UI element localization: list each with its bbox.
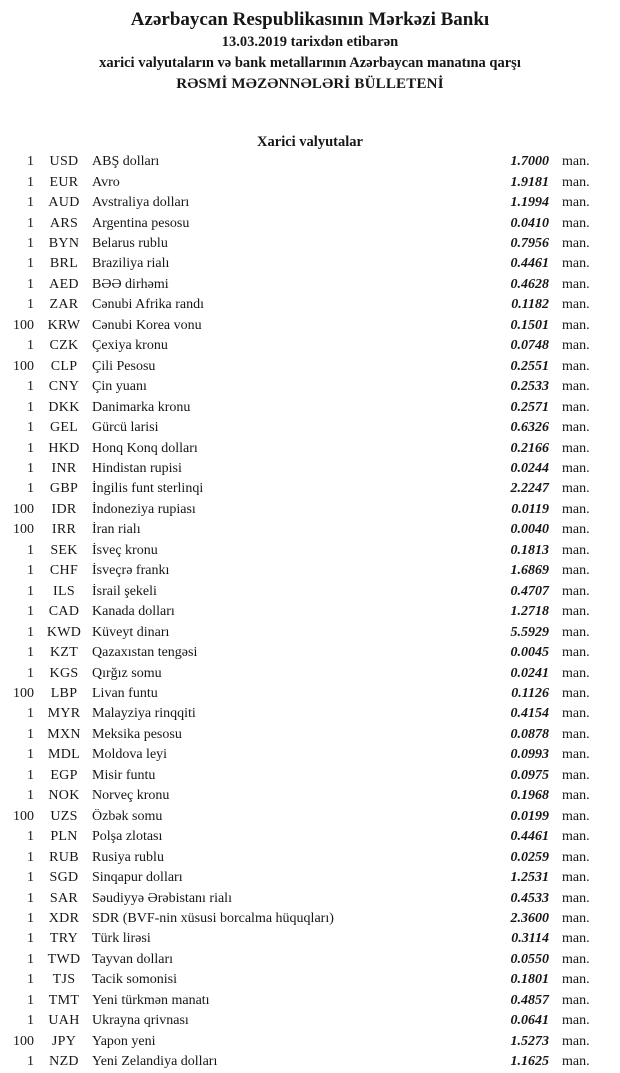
table-row [0, 786, 620, 806]
currency-name: Argentina pesosu [92, 215, 190, 231]
unit-label: man. [562, 1013, 590, 1029]
table-row [0, 541, 620, 561]
table-row [0, 254, 620, 274]
unit-label: man. [562, 501, 590, 517]
unit-label: man. [562, 276, 590, 292]
currency-code: NOK [48, 788, 80, 804]
unit-label: man. [562, 297, 590, 313]
unit-label: man. [562, 870, 590, 886]
table-row [0, 500, 620, 520]
currency-name: Özbək somu [92, 808, 163, 824]
rate-value: 2.3600 [510, 910, 549, 926]
currency-name: Malayziya rinqqiti [92, 706, 196, 722]
table-row [0, 234, 620, 254]
currency-name: Cənubi Afrika randı [92, 297, 204, 313]
quantity-cell: 1 [27, 174, 34, 190]
quantity-cell: 100 [13, 501, 34, 517]
currency-code: NZD [49, 1054, 79, 1070]
unit-label: man. [562, 829, 590, 845]
currency-name: Küveyt dinarı [92, 624, 170, 640]
table-row [0, 643, 620, 663]
currency-code: AUD [48, 195, 80, 211]
quantity-cell: 1 [27, 788, 34, 804]
currency-name: Honq Konq dolları [92, 440, 198, 456]
bulletin-title: RƏSMİ MƏZƏNNƏLƏRİ BÜLLETENİ [176, 76, 444, 92]
currency-name: Gürcü larisi [92, 420, 159, 436]
table-row [0, 950, 620, 970]
currency-name: İsrail şekeli [92, 583, 157, 599]
quantity-cell: 1 [27, 890, 34, 906]
currency-code: CHF [49, 563, 79, 579]
currency-name: İsveçrə frankı [92, 563, 170, 579]
quantity-cell: 1 [27, 215, 34, 231]
unit-label: man. [562, 583, 590, 599]
currency-name: Cənubi Korea vonu [92, 317, 202, 333]
currency-name: Türk lirəsi [92, 931, 151, 947]
table-row [0, 766, 620, 786]
table-row [0, 909, 620, 929]
unit-label: man. [562, 788, 590, 804]
quantity-cell: 1 [27, 767, 34, 783]
currency-code: BYN [48, 236, 80, 252]
rates-table [0, 152, 620, 1072]
quantity-cell: 1 [27, 931, 34, 947]
currency-name: Səudiyyə Ərəbistanı rialı [92, 890, 232, 906]
currency-name: Braziliya rialı [92, 256, 170, 272]
unit-label: man. [562, 890, 590, 906]
unit-label: man. [562, 604, 590, 620]
unit-label: man. [562, 726, 590, 742]
currency-name: Avro [92, 174, 120, 190]
currency-code: INR [51, 461, 77, 477]
unit-label: man. [562, 1033, 590, 1049]
currency-name: Moldova leyi [92, 747, 168, 763]
currency-name: Yapon yeni [92, 1033, 156, 1049]
unit-label: man. [562, 972, 590, 988]
quantity-cell: 1 [27, 338, 34, 354]
currency-name: Tayvan dolları [92, 951, 174, 967]
rate-value: 0.0244 [510, 461, 549, 477]
quantity-cell: 1 [27, 399, 34, 415]
currency-code: IRR [51, 522, 77, 538]
table-row [0, 397, 620, 417]
currency-code: JPY [51, 1033, 77, 1049]
currency-code: GBP [49, 481, 79, 497]
quantity-cell: 100 [13, 686, 34, 701]
subtitle: xarici valyutaların və bank metallarının Azərbaycan manatına qarşı [99, 55, 521, 71]
currency-code: SGD [49, 870, 79, 886]
currency-code: ARS [49, 215, 79, 231]
table-row [0, 377, 620, 397]
unit-label: man. [562, 849, 590, 865]
currency-code: MYR [47, 706, 81, 722]
rate-value: 2.2247 [510, 481, 549, 497]
quantity-cell: 1 [27, 583, 34, 599]
quantity-cell: 1 [27, 297, 34, 313]
table-row [0, 704, 620, 724]
quantity-cell: 100 [13, 1033, 34, 1049]
table-row [0, 172, 620, 192]
rate-value: 0.0040 [510, 522, 549, 538]
currency-code: UZS [50, 808, 78, 824]
rate-value: 0.4707 [510, 583, 549, 599]
unit-label: man. [562, 624, 590, 640]
currency-code: PLN [50, 829, 78, 845]
currency-code: GEL [49, 420, 79, 436]
quantity-cell: 1 [27, 1054, 34, 1070]
rate-value: 1.7000 [510, 154, 549, 170]
currency-code: EUR [49, 174, 79, 190]
quantity-cell: 1 [27, 951, 34, 967]
quantity-cell: 1 [27, 706, 34, 722]
currency-code: CNY [48, 379, 80, 395]
quantity-cell: 1 [27, 665, 34, 681]
rate-value: 0.1501 [510, 317, 549, 333]
rate-value: 0.0241 [510, 665, 549, 681]
rate-value: 0.0878 [510, 726, 549, 742]
quantity-cell: 1 [27, 256, 34, 272]
quantity-cell: 100 [13, 808, 34, 824]
currency-name: Sinqapur dolları [92, 870, 183, 886]
quantity-cell: 1 [27, 747, 34, 763]
currency-code: RUB [49, 849, 79, 865]
currency-name: SDR (BVF-nin xüsusi borcalma hüquqları) [92, 910, 334, 926]
rate-value: 1.2718 [510, 604, 549, 620]
unit-label: man. [562, 440, 590, 456]
currency-name: Rusiya rublu [92, 849, 164, 865]
unit-label: man. [562, 317, 590, 333]
table-row [0, 295, 620, 315]
unit-label: man. [562, 951, 590, 967]
table-row [0, 152, 620, 172]
rate-value: 0.2551 [510, 358, 549, 374]
quantity-cell: 100 [13, 317, 34, 333]
quantity-cell: 1 [27, 870, 34, 886]
unit-label: man. [562, 931, 590, 947]
rate-value: 0.4461 [510, 256, 549, 272]
quantity-cell: 1 [27, 195, 34, 211]
quantity-cell: 1 [27, 461, 34, 477]
currency-name: Livan funtu [92, 686, 158, 701]
quantity-cell: 1 [27, 563, 34, 579]
currency-name: Avstraliya dolları [92, 195, 190, 211]
currency-name: Meksika pesosu [92, 726, 182, 742]
currency-name: BƏƏ dirhəmi [92, 276, 169, 292]
quantity-cell: 1 [27, 154, 34, 170]
unit-label: man. [562, 563, 590, 579]
table-row [0, 725, 620, 745]
bank-name: Azərbaycan Respublikasının Mərkəzi Bankı [130, 9, 490, 30]
rate-value: 1.9181 [510, 174, 549, 190]
table-row [0, 991, 620, 1011]
currency-name: Çexiya kronu [92, 338, 168, 354]
table-row [0, 213, 620, 233]
rate-value: 0.7956 [510, 236, 549, 252]
rate-value: 0.3114 [511, 931, 549, 947]
currency-name: Çili Pesosu [92, 358, 156, 374]
currency-code: SAR [49, 890, 79, 906]
table-row [0, 193, 620, 213]
rate-value: 0.0641 [510, 1013, 549, 1029]
rate-value: 1.6869 [510, 563, 549, 579]
unit-label: man. [562, 461, 590, 477]
table-row [0, 316, 620, 336]
currency-code: AED [49, 276, 79, 292]
unit-label: man. [562, 522, 590, 538]
currency-name: Ukrayna qrivnası [92, 1013, 189, 1029]
rate-value: 0.4628 [510, 276, 549, 292]
rate-value: 0.0748 [510, 338, 549, 354]
currency-code: CLP [50, 358, 78, 374]
quantity-cell: 1 [27, 420, 34, 436]
table-row [0, 336, 620, 356]
rate-value: 0.1182 [511, 297, 549, 313]
document-header [0, 0, 620, 95]
currency-code: EGP [50, 767, 78, 783]
table-row [0, 479, 620, 499]
currency-name: Tacik somonisi [92, 972, 177, 988]
currency-name: Belarus rublu [92, 236, 168, 252]
currency-code: SEK [50, 542, 78, 558]
currency-name: Hindistan rupisi [92, 461, 182, 477]
quantity-cell: 1 [27, 624, 34, 640]
currency-code: XDR [48, 910, 80, 926]
rate-value: 0.4533 [510, 890, 549, 906]
currency-code: KGS [49, 665, 79, 681]
table-row [0, 602, 620, 622]
unit-label: man. [562, 481, 590, 497]
rate-value: 0.4154 [510, 706, 549, 722]
rate-value: 0.0550 [510, 951, 549, 967]
currency-name: İngilis funt sterlinqi [92, 481, 204, 497]
unit-label: man. [562, 686, 590, 701]
rate-value: 0.2571 [510, 399, 549, 415]
currency-code: IDR [51, 501, 77, 517]
currency-code: HKD [48, 440, 80, 456]
rate-value: 0.6326 [510, 420, 549, 436]
currency-name: Misir funtu [92, 767, 156, 783]
currency-code: KRW [47, 317, 81, 333]
currency-code: TJS [52, 972, 76, 988]
rate-value: 0.0119 [511, 501, 549, 517]
currency-name: Danimarka kronu [92, 399, 191, 415]
unit-label: man. [562, 665, 590, 681]
quantity-cell: 1 [27, 276, 34, 292]
rate-value: 0.1801 [510, 972, 549, 988]
rate-value: 0.0045 [510, 645, 549, 661]
unit-label: man. [562, 154, 590, 170]
rate-value: 0.1813 [510, 542, 549, 558]
unit-label: man. [562, 256, 590, 272]
unit-label: man. [562, 910, 590, 926]
rate-value: 5.5929 [510, 624, 549, 640]
currency-code: TRY [49, 931, 79, 947]
currency-code: UAH [48, 1013, 80, 1029]
unit-label: man. [562, 1054, 590, 1070]
table-row [0, 459, 620, 479]
unit-label: man. [562, 706, 590, 722]
unit-label: man. [562, 195, 590, 211]
table-row [0, 745, 620, 765]
table-row [0, 622, 620, 642]
rate-value: 1.5273 [510, 1033, 549, 1049]
rate-value: 0.0410 [510, 215, 549, 231]
unit-label: man. [562, 542, 590, 558]
table-row [0, 663, 620, 683]
table-row [0, 868, 620, 888]
quantity-cell: 1 [27, 849, 34, 865]
rate-value: 1.1994 [510, 195, 549, 211]
unit-label: man. [562, 767, 590, 783]
unit-label: man. [562, 808, 590, 824]
currency-name: Norveç kronu [92, 788, 170, 804]
currency-code: ZAR [49, 297, 79, 313]
unit-label: man. [562, 215, 590, 231]
currency-code: CAD [48, 604, 80, 620]
currency-name: Çin yuanı [92, 379, 147, 395]
rate-value: 0.2166 [510, 440, 549, 456]
currency-code: ILS [53, 583, 75, 599]
quantity-cell: 1 [27, 604, 34, 620]
currency-code: LBP [50, 686, 78, 701]
unit-label: man. [562, 420, 590, 436]
table-row [0, 582, 620, 602]
unit-label: man. [562, 338, 590, 354]
currency-name: Yeni türkmən manatı [92, 992, 210, 1008]
table-row [0, 520, 620, 540]
quantity-cell: 1 [27, 440, 34, 456]
rate-value: 1.1625 [510, 1054, 549, 1070]
rate-value: 0.0259 [510, 849, 549, 865]
currency-code: MDL [47, 747, 80, 763]
table-row [0, 438, 620, 458]
rate-value: 0.4857 [510, 992, 549, 1008]
quantity-cell: 1 [27, 992, 34, 1008]
currency-code: KWD [46, 624, 82, 640]
rate-value: 0.0199 [510, 808, 549, 824]
currency-code: TMT [48, 992, 80, 1008]
rate-value: 0.0975 [510, 767, 549, 783]
rate-value: 0.4461 [510, 829, 549, 845]
unit-label: man. [562, 358, 590, 374]
section-title: Xarici valyutalar [257, 134, 363, 150]
currency-name: Qazaxıstan tengəsi [92, 645, 198, 661]
unit-label: man. [562, 747, 590, 763]
currency-code: BRL [49, 256, 79, 272]
unit-label: man. [562, 645, 590, 661]
currency-name: Polşa zlotası [92, 829, 163, 845]
quantity-cell: 100 [13, 358, 34, 374]
table-row [0, 929, 620, 949]
rate-value: 0.1126 [511, 686, 549, 701]
unit-label: man. [562, 992, 590, 1008]
currency-code: KZT [49, 645, 79, 661]
unit-label: man. [562, 379, 590, 395]
currency-code: MXN [47, 726, 81, 742]
unit-label: man. [562, 399, 590, 415]
table-row [0, 357, 620, 377]
currency-code: TWD [47, 951, 81, 967]
table-row [0, 888, 620, 908]
quantity-cell: 1 [27, 726, 34, 742]
unit-label: man. [562, 236, 590, 252]
table-row [0, 1052, 620, 1072]
currency-name: Qırğız somu [92, 665, 162, 681]
quantity-cell: 1 [27, 972, 34, 988]
date-line: 13.03.2019 tarixdən etibarən [221, 34, 399, 50]
table-row [0, 970, 620, 990]
currency-name: İran rialı [92, 522, 141, 538]
quantity-cell: 1 [27, 236, 34, 252]
table-row [0, 418, 620, 438]
currency-name: İsveç kronu [92, 542, 158, 558]
table-row [0, 1011, 620, 1031]
quantity-cell: 1 [27, 379, 34, 395]
currency-name: İndoneziya rupiası [92, 501, 196, 517]
unit-label: man. [562, 174, 590, 190]
quantity-cell: 100 [13, 522, 34, 538]
table-row [0, 847, 620, 867]
table-row [0, 807, 620, 827]
rate-value: 0.0993 [510, 747, 549, 763]
currency-code: CZK [49, 338, 79, 354]
currency-name: Yeni Zelandiya dolları [92, 1054, 218, 1070]
quantity-cell: 1 [27, 910, 34, 926]
quantity-cell: 1 [27, 481, 34, 497]
currency-name: Kanada dolları [92, 604, 175, 620]
table-row [0, 684, 620, 704]
table-row [0, 827, 620, 847]
table-row [0, 561, 620, 581]
rate-value: 0.1968 [510, 788, 549, 804]
quantity-cell: 1 [27, 1013, 34, 1029]
currency-code: DKK [48, 399, 80, 415]
rate-value: 0.2533 [510, 379, 549, 395]
rate-value: 1.2531 [510, 870, 549, 886]
currency-name: ABŞ dolları [92, 154, 160, 170]
currency-code: USD [49, 154, 79, 170]
table-row [0, 275, 620, 295]
quantity-cell: 1 [27, 542, 34, 558]
table-row [0, 1031, 620, 1051]
quantity-cell: 1 [27, 829, 34, 845]
quantity-cell: 1 [27, 645, 34, 661]
